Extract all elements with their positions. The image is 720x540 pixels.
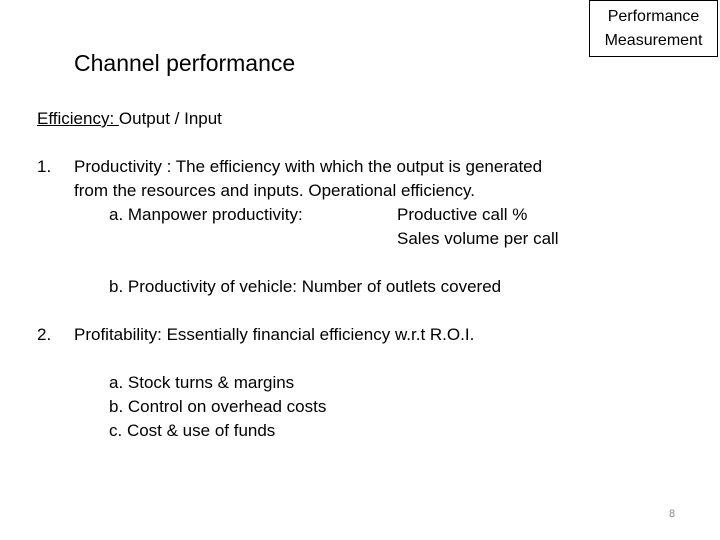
item-2-sub-a: a. Stock turns & margins bbox=[109, 373, 295, 392]
section-tag-line2: Measurement bbox=[604, 31, 703, 49]
item-1-text-line2: from the resources and inputs. Operational efficiency. bbox=[74, 181, 475, 200]
item-1-sub-a-value2: Sales volume per call bbox=[397, 229, 559, 248]
item-1-sub-a-value1: Productive call % bbox=[397, 205, 528, 224]
item-2-text-line1: Profitability: Essentially financial efficiency w.r.t R.O.I. bbox=[74, 325, 475, 344]
efficiency-label: Efficiency: bbox=[37, 109, 119, 128]
slide-title: Channel performance bbox=[74, 50, 296, 76]
item-2-number: 2. bbox=[37, 325, 52, 344]
page-number: 8 bbox=[669, 508, 676, 520]
section-tag-line1: Performance bbox=[607, 7, 700, 25]
efficiency-line bbox=[37, 110, 222, 127]
item-1-sub-b: b. Productivity of vehicle: Number of outlets covered bbox=[109, 277, 502, 296]
item-1-text-line1: Productivity : The efficiency with which the output is generated bbox=[74, 157, 543, 176]
item-1-number: 1. bbox=[37, 157, 52, 176]
section-tag-box bbox=[589, 0, 718, 57]
item-1-sub-a-label: a. Manpower productivity: bbox=[109, 205, 303, 224]
item-2-sub-b: b. Control on overhead costs bbox=[109, 397, 327, 416]
efficiency-formula: Output / Input bbox=[118, 109, 222, 128]
item-2-sub-c: c. Cost & use of funds bbox=[109, 421, 276, 440]
